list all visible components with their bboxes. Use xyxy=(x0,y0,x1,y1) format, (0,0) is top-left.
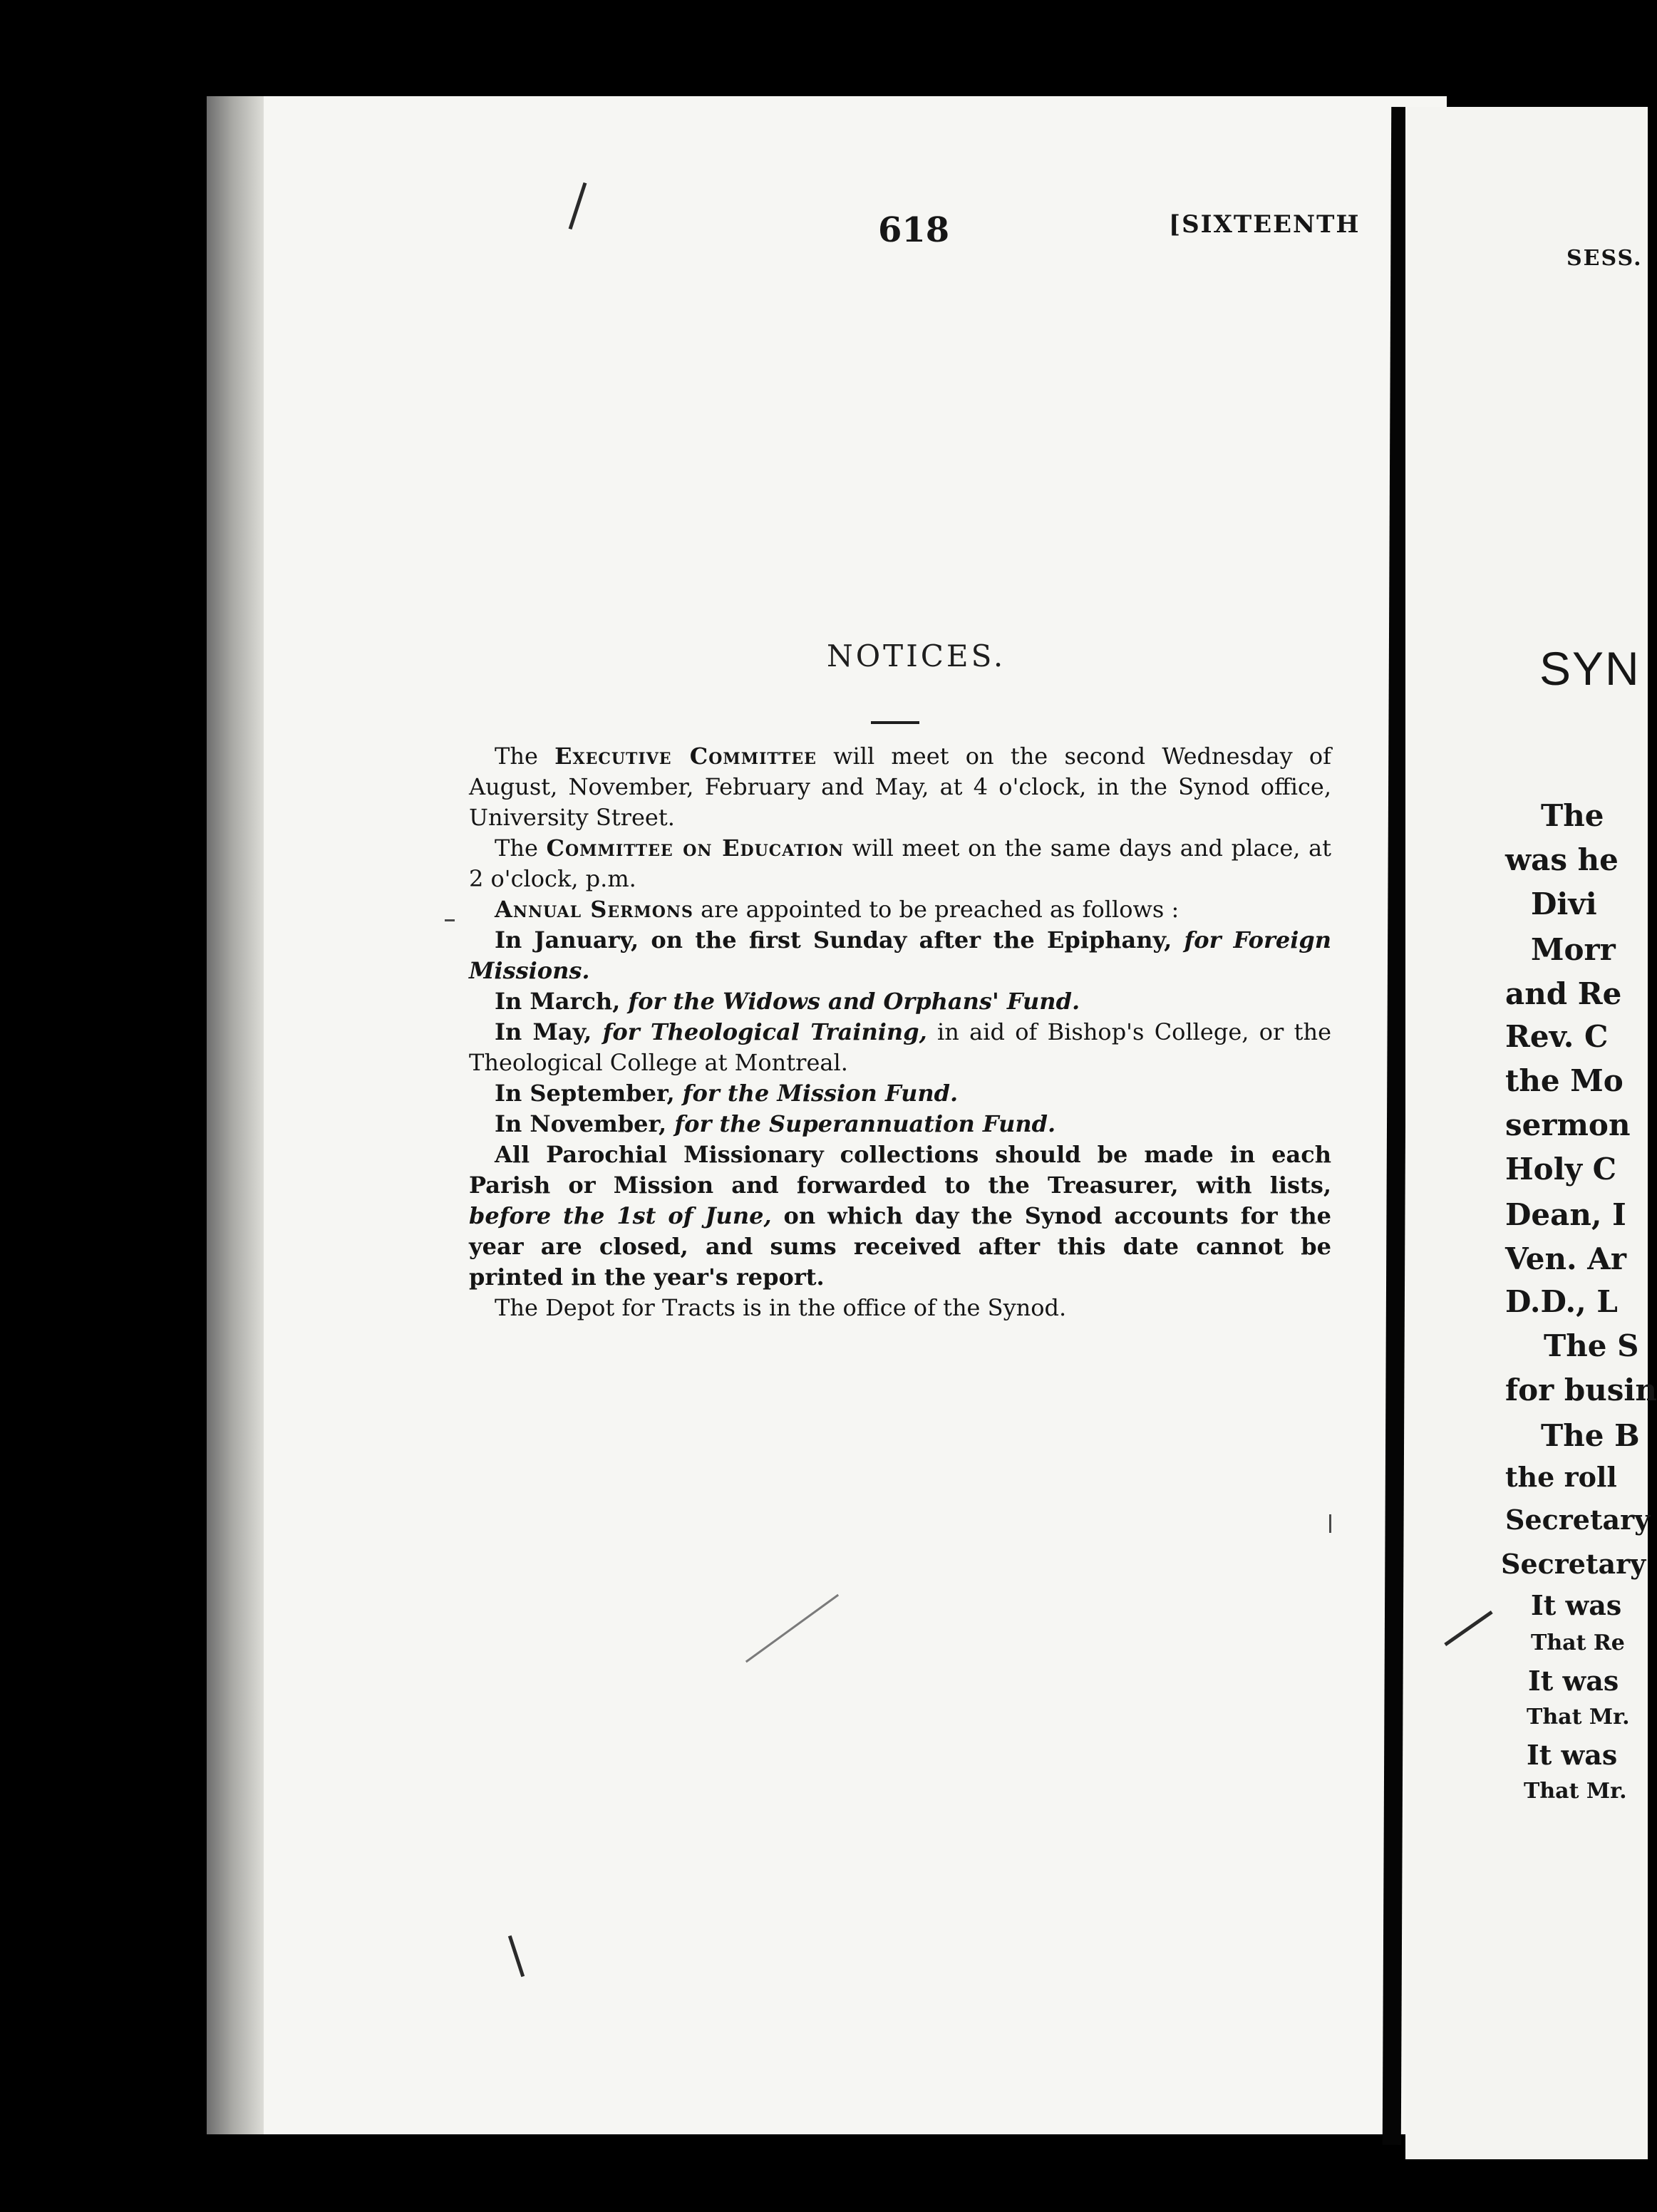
right-page-line: the Mo xyxy=(1505,1063,1624,1098)
right-page-line: Secretary xyxy=(1505,1504,1651,1536)
notices-body xyxy=(469,741,1331,1323)
notice-depot-tracts: The Depot for Tracts is in the office of the Synod. xyxy=(495,1294,1067,1321)
page-number: 618 xyxy=(878,210,950,250)
right-page-line: That Re xyxy=(1531,1630,1625,1655)
pencil-mark xyxy=(1329,1514,1331,1533)
right-page-line: the roll xyxy=(1505,1461,1617,1493)
right-page-line: sermon xyxy=(1505,1107,1631,1142)
right-page-line: was he xyxy=(1505,842,1619,877)
notice-may: In May, for Theological Training, in aid of Bishop's College, or the Theological College at Montreal. xyxy=(469,1018,1332,1076)
right-page-line: for busin xyxy=(1505,1373,1657,1407)
right-page-line: It was xyxy=(1531,1589,1622,1621)
right-page-line: It was xyxy=(1528,1665,1619,1697)
notice-january: In January, on the first Sunday after the Epiphany, for Foreign Missions. xyxy=(469,926,1332,984)
pencil-mark xyxy=(445,919,455,921)
right-page-line: That Mr. xyxy=(1524,1779,1627,1804)
notice-executive-committee: The Executive Committee will meet on the second Wednesday of August, November, February and May, at 4 o'clock, in the Synod office, University Street. xyxy=(469,743,1331,831)
notice-september: In September, for the Mission Fund. xyxy=(495,1080,959,1107)
right-page-line: Rev. C xyxy=(1505,1019,1609,1054)
right-page-line: Divi xyxy=(1531,887,1597,921)
right-page-line: D.D., L xyxy=(1505,1284,1618,1319)
title-rule xyxy=(871,721,919,724)
notice-march: In March, for the Widows and Orphans' Fund. xyxy=(495,988,1080,1015)
right-page-line: The xyxy=(1541,798,1604,833)
notices-title: NOTICES. xyxy=(827,639,1006,673)
right-page-line: The B xyxy=(1541,1418,1640,1453)
right-page-line: Holy C xyxy=(1505,1152,1617,1187)
right-page-line: Dean, I xyxy=(1505,1197,1626,1232)
notice-november: In November, for the Superannuation Fund. xyxy=(495,1110,1056,1137)
right-page-line: The S xyxy=(1544,1328,1639,1363)
right-page-line: That Mr. xyxy=(1527,1705,1630,1730)
notice-committee-education: The Committee on Education will meet on the same days and place, at 2 o'clock, p.m. xyxy=(469,834,1331,892)
right-page-line: and Re xyxy=(1505,976,1622,1011)
notice-parochial-collections: All Parochial Missionary collections should be made in each Parish or Mission and forwarded to the Treasurer, with lists, before the 1st of June, on which day the Synod accounts for the year are closed, and sums received after this date cannot be printed in the year's report. xyxy=(469,1141,1332,1291)
notice-annual-sermons: Annual Sermons are appointed to be preached as follows : xyxy=(495,896,1179,923)
right-page-line: Secretary xyxy=(1501,1548,1646,1580)
right-page-line: Ven. Ar xyxy=(1505,1241,1626,1276)
right-page-title: SYN xyxy=(1539,642,1641,695)
right-page-line: Morr xyxy=(1531,932,1616,967)
right-page-line: It was xyxy=(1527,1739,1618,1771)
running-head: [SIXTEENTH xyxy=(1169,210,1361,239)
page-edge-shadow xyxy=(207,96,264,2134)
right-running-head: SESS. xyxy=(1566,246,1643,271)
